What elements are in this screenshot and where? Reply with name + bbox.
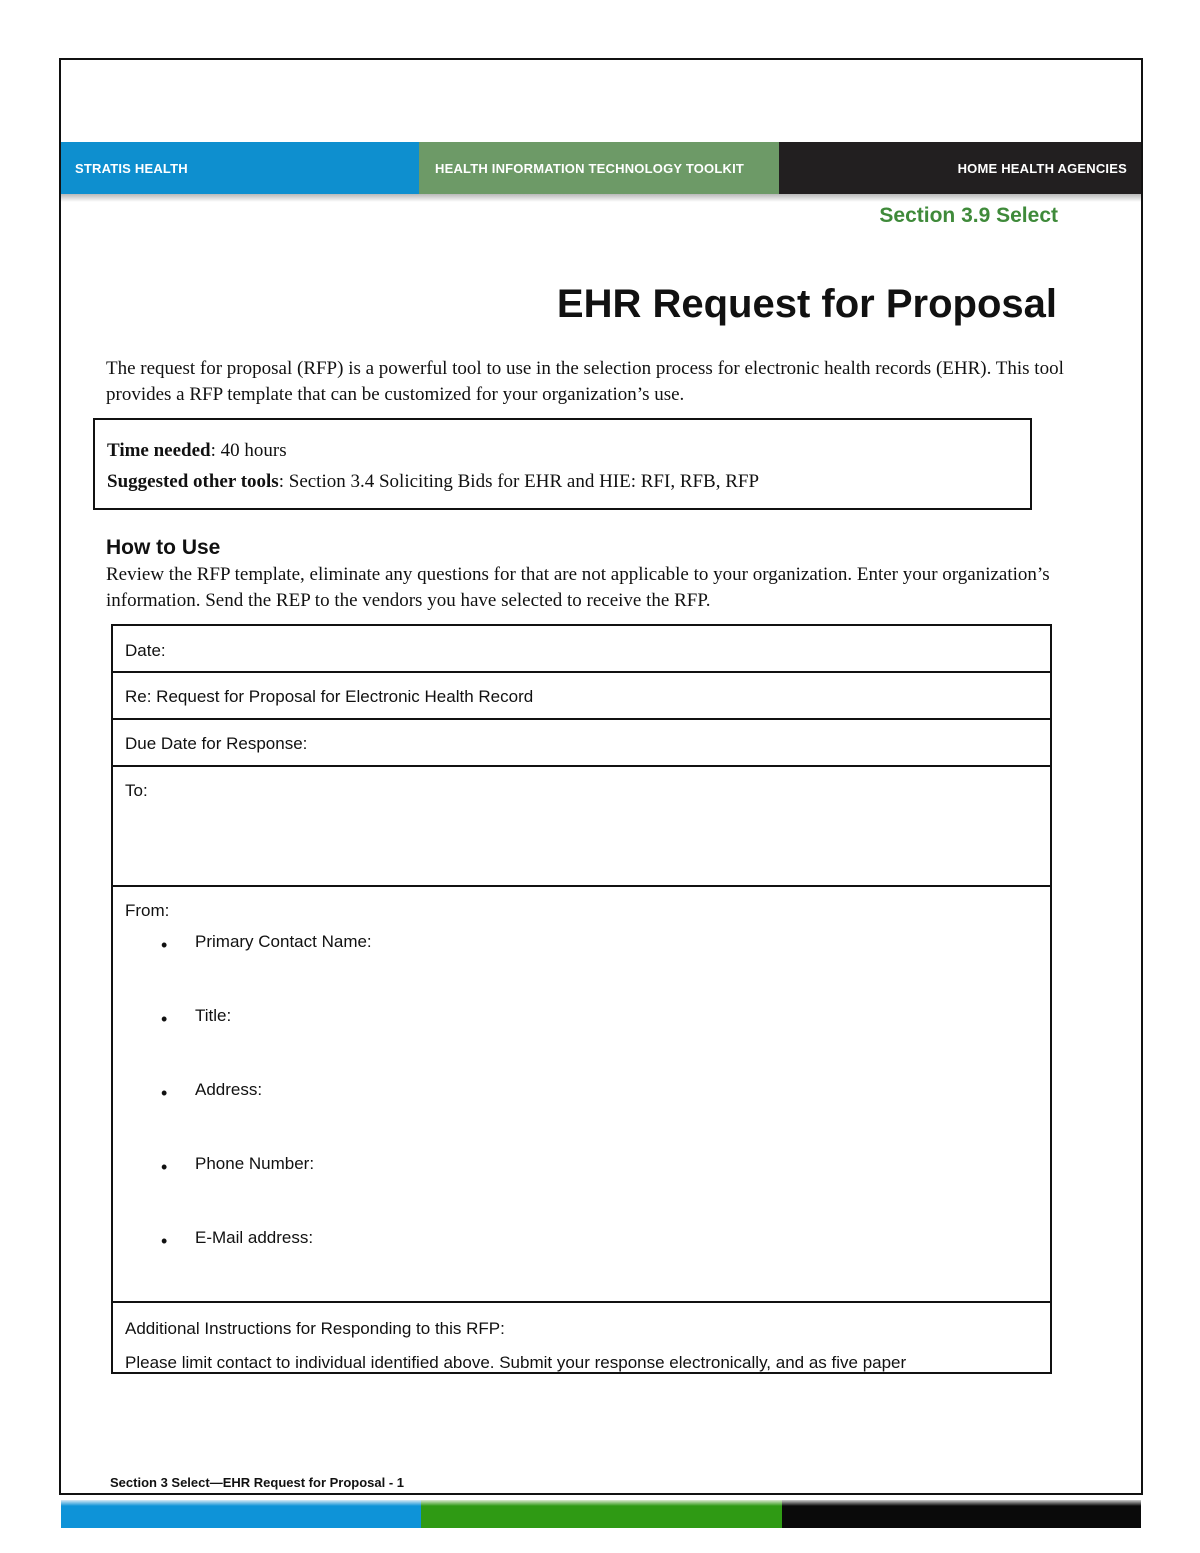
due-date-label: Due Date for Response:	[125, 734, 308, 753]
rfp-form-table	[111, 624, 1052, 1374]
form-row-from	[113, 887, 1050, 1303]
form-row-due-date	[113, 720, 1050, 767]
suggested-tools-value: : Section 3.4 Soliciting Bids for EHR and HIE: RFI, RFB, RFP	[278, 471, 760, 492]
footer-bar-blue	[61, 1500, 421, 1528]
banner-toolkit-name: HEALTH INFORMATION TECHNOLOGY TOOLKIT	[419, 142, 779, 194]
from-label: From:	[125, 901, 170, 920]
bullet-icon: •	[161, 935, 168, 955]
additional-instructions-heading: Additional Instructions for Responding to this RFP:	[125, 1319, 505, 1338]
list-item	[125, 1153, 1050, 1227]
time-needed-value: : 40 hours	[210, 440, 287, 461]
suggested-tools	[107, 471, 1030, 493]
header-banner	[61, 142, 1141, 194]
how-to-use-heading: How to Use	[106, 536, 221, 559]
primary-contact-label: Primary Contact Name:	[195, 932, 372, 951]
page-footer: Section 3 Select—EHR Request for Proposal - 1	[110, 1475, 405, 1490]
list-item	[125, 1227, 1050, 1301]
list-item	[125, 1079, 1050, 1153]
re-label: Re: Request for Proposal for Electronic Health Record	[125, 687, 534, 706]
footer-bar-green	[421, 1500, 782, 1528]
suggested-tools-label: Suggested other tools	[107, 471, 279, 492]
to-label: To:	[125, 781, 148, 800]
additional-instructions-body: Please limit contact to individual identified above. Submit your response electronically, and as five paper	[125, 1353, 907, 1372]
banner-audience: HOME HEALTH AGENCIES	[779, 142, 1141, 194]
address-label: Address:	[195, 1080, 263, 1099]
info-box	[93, 418, 1032, 510]
bullet-icon: •	[161, 1009, 168, 1029]
time-needed	[107, 440, 1030, 462]
list-item	[125, 1005, 1050, 1079]
how-to-use-body: Review the RFP template, eliminate any questions for that are not applicable to your organization. Enter your organization’s information. Send the REP to the vendors you have selected to receive the RFP.	[106, 564, 1050, 611]
footer-bar-black	[782, 1500, 1141, 1528]
email-label: E-Mail address:	[195, 1228, 314, 1247]
form-row-date	[113, 626, 1050, 673]
form-row-to	[113, 767, 1050, 887]
section-label: Section 3.9 Select	[879, 204, 1058, 227]
title-label: Title:	[195, 1006, 232, 1025]
date-label: Date:	[125, 641, 166, 660]
intro-paragraph: The request for proposal (RFP) is a powerful tool to use in the selection process for electronic health records (EHR). This tool provides a RFP template that can be customized for your organization’s use.	[106, 358, 1064, 405]
document-title: EHR Request for Proposal	[556, 282, 1057, 326]
bullet-icon: •	[161, 1157, 168, 1177]
banner-org-name: STRATIS HEALTH	[61, 142, 419, 194]
form-row-re	[113, 673, 1050, 720]
time-needed-label: Time needed	[107, 440, 211, 461]
banner-shadow	[61, 194, 1141, 202]
footer-color-bar	[61, 1500, 1141, 1528]
list-item	[125, 931, 1050, 1005]
bullet-icon: •	[161, 1231, 168, 1251]
bullet-icon: •	[161, 1083, 168, 1103]
phone-label: Phone Number:	[195, 1154, 315, 1173]
form-row-additional-instructions	[113, 1303, 1050, 1374]
from-contact-list	[125, 931, 1050, 1301]
